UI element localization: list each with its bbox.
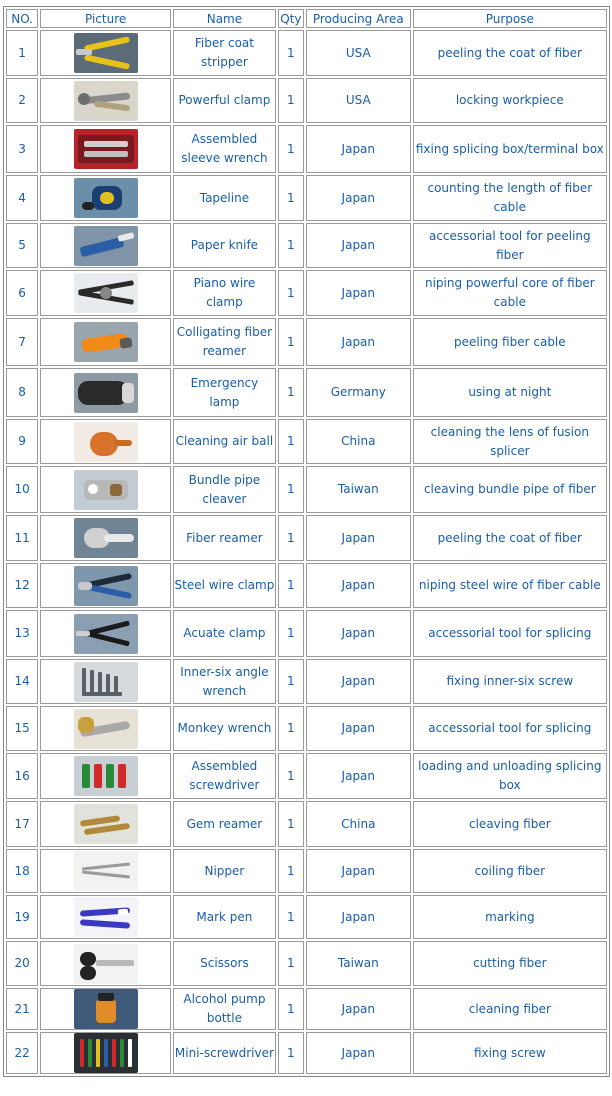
row-number: 3 (6, 125, 38, 173)
header-producing-area: Producing Area (306, 9, 411, 28)
row-number: 18 (6, 849, 38, 893)
row-producing-area: USA (306, 78, 411, 123)
row-picture (40, 125, 171, 173)
table-row (6, 466, 607, 513)
row-producing-area: Japan (306, 270, 411, 316)
tool-shape (84, 630, 130, 646)
row-number: 5 (6, 223, 38, 268)
tool-shape (88, 484, 98, 494)
tool-shape (78, 717, 94, 733)
row-number: 11 (6, 515, 38, 561)
tool-shape (110, 484, 122, 496)
row-picture (40, 610, 171, 657)
row-producing-area: Japan (306, 895, 411, 939)
row-purpose: locking workpiece (413, 78, 607, 123)
tool-shape (79, 919, 129, 928)
row-picture (40, 801, 171, 847)
fiber-reamer-icon (74, 322, 138, 362)
table-row (6, 515, 607, 561)
row-number: 16 (6, 753, 38, 799)
row-number: 20 (6, 941, 38, 986)
tool-shape (84, 151, 128, 157)
tool-shape (78, 381, 128, 405)
table-row (6, 895, 607, 939)
row-qty: 1 (278, 270, 304, 316)
row-producing-area: Japan (306, 849, 411, 893)
table-row (6, 175, 607, 221)
tool-shape (118, 764, 126, 788)
table-row (6, 223, 607, 268)
row-qty: 1 (278, 368, 304, 417)
row-producing-area: Japan (306, 988, 411, 1030)
row-producing-area: Japan (306, 706, 411, 751)
row-qty: 1 (278, 466, 304, 513)
table-row (6, 318, 607, 366)
row-qty: 1 (278, 659, 304, 704)
table-row (6, 368, 607, 417)
row-purpose: accessorial tool for splicing (413, 610, 607, 657)
tool-list-table (3, 6, 610, 1077)
tool-shape (94, 764, 102, 788)
tool-shape (82, 692, 122, 696)
table-row (6, 30, 607, 76)
tool-shape (122, 383, 134, 403)
row-name: Monkey wrench (173, 706, 276, 751)
row-purpose: accessorial tool for peeling fiber (413, 223, 607, 268)
tool-shape (82, 764, 90, 788)
row-number: 22 (6, 1032, 38, 1074)
row-qty: 1 (278, 1032, 304, 1074)
row-producing-area: Taiwan (306, 941, 411, 986)
row-purpose: peeling the coat of fiber (413, 30, 607, 76)
tool-shape (93, 100, 129, 111)
row-qty: 1 (278, 30, 304, 76)
table-row (6, 270, 607, 316)
tool-shape (117, 909, 127, 916)
row-qty: 1 (278, 941, 304, 986)
row-qty: 1 (278, 849, 304, 893)
table-row (6, 941, 607, 986)
row-name: Steel wire clamp (173, 563, 276, 608)
wire-cutter-icon (74, 273, 138, 313)
row-picture (40, 988, 171, 1030)
tool-shape (112, 1039, 116, 1067)
tool-shape (82, 202, 94, 210)
row-producing-area: Japan (306, 610, 411, 657)
adjustable-wrench-icon (74, 709, 138, 749)
row-name: Scissors (173, 941, 276, 986)
row-picture (40, 419, 171, 464)
tube-cutter-icon (74, 518, 138, 558)
row-producing-area: Japan (306, 753, 411, 799)
scissors-icon (74, 944, 138, 984)
table-row (6, 419, 607, 464)
row-name: Mini-screwdriver (173, 1032, 276, 1074)
row-purpose: using at night (413, 368, 607, 417)
header-row (6, 9, 607, 28)
row-purpose: fixing splicing box/terminal box (413, 125, 607, 173)
row-purpose: coiling fiber (413, 849, 607, 893)
tool-shape (84, 141, 128, 147)
row-qty: 1 (278, 318, 304, 366)
row-name: Tapeline (173, 175, 276, 221)
row-picture (40, 223, 171, 268)
row-picture (40, 1032, 171, 1074)
tool-shape (80, 966, 96, 980)
tool-shape (114, 440, 132, 446)
tool-shape (96, 960, 134, 966)
table-row (6, 78, 607, 123)
row-name: Paper knife (173, 223, 276, 268)
screwdriver-set-icon (74, 756, 138, 796)
row-picture (40, 659, 171, 704)
tool-shape (88, 1039, 92, 1067)
row-name: Nipper (173, 849, 276, 893)
row-name: Inner-six angle wrench (173, 659, 276, 704)
wire-stripper-icon (74, 33, 138, 73)
scribe-pen-icon (74, 804, 138, 844)
row-number: 6 (6, 270, 38, 316)
row-number: 2 (6, 78, 38, 123)
row-number: 8 (6, 368, 38, 417)
row-number: 9 (6, 419, 38, 464)
tool-shape (100, 192, 114, 204)
needle-nose-pliers-icon (74, 614, 138, 654)
tool-shape (100, 287, 112, 299)
header-picture: Picture (40, 9, 171, 28)
row-purpose: niping powerful core of fiber cable (413, 270, 607, 316)
row-picture (40, 318, 171, 366)
row-purpose: cleaving fiber (413, 801, 607, 847)
row-picture (40, 78, 171, 123)
row-picture (40, 941, 171, 986)
header-name: Name (173, 9, 276, 28)
row-number: 12 (6, 563, 38, 608)
tool-shape (82, 862, 130, 870)
row-number: 19 (6, 895, 38, 939)
row-picture (40, 706, 171, 751)
tool-shape (76, 631, 90, 636)
mini-screwdriver-set-icon (74, 1033, 138, 1073)
row-purpose: cleaning fiber (413, 988, 607, 1030)
row-producing-area: Japan (306, 175, 411, 221)
tweezers-icon (74, 851, 138, 891)
tape-measure-icon (74, 178, 138, 218)
row-name: Emergency lamp (173, 368, 276, 417)
row-number: 17 (6, 801, 38, 847)
row-number: 7 (6, 318, 38, 366)
row-purpose: marking (413, 895, 607, 939)
row-number: 13 (6, 610, 38, 657)
tool-shape (78, 135, 134, 163)
header-purpose: Purpose (413, 9, 607, 28)
row-purpose: niping steel wire of fiber cable (413, 563, 607, 608)
row-number: 21 (6, 988, 38, 1030)
header-qty: Qty (278, 9, 304, 28)
tool-shape (80, 952, 96, 966)
row-qty: 1 (278, 223, 304, 268)
table-row (6, 563, 607, 608)
tool-shape (104, 534, 134, 542)
row-name: Fiber reamer (173, 515, 276, 561)
row-picture (40, 466, 171, 513)
row-producing-area: China (306, 419, 411, 464)
tool-shape (117, 232, 134, 242)
table-row (6, 753, 607, 799)
row-producing-area: China (306, 801, 411, 847)
row-producing-area: Japan (306, 318, 411, 366)
row-producing-area: Japan (306, 515, 411, 561)
row-picture (40, 895, 171, 939)
row-picture (40, 515, 171, 561)
row-qty: 1 (278, 801, 304, 847)
tool-shape (98, 993, 114, 1001)
tube-cleaver-icon (74, 470, 138, 510)
row-name: Acuate clamp (173, 610, 276, 657)
row-picture (40, 30, 171, 76)
row-number: 10 (6, 466, 38, 513)
pliers-icon (74, 566, 138, 606)
tool-shape (84, 54, 130, 69)
row-purpose: loading and unloading splicing box (413, 753, 607, 799)
row-name: Alcohol pump bottle (173, 988, 276, 1030)
row-name: Powerful clamp (173, 78, 276, 123)
row-purpose: counting the length of fiber cable (413, 175, 607, 221)
table-row (6, 849, 607, 893)
row-name: Gem reamer (173, 801, 276, 847)
row-name: Assembled screwdriver (173, 753, 276, 799)
table-row (6, 706, 607, 751)
row-number: 15 (6, 706, 38, 751)
tool-shape (128, 1039, 132, 1067)
row-qty: 1 (278, 895, 304, 939)
row-number: 4 (6, 175, 38, 221)
row-qty: 1 (278, 610, 304, 657)
table-row (6, 659, 607, 704)
row-picture (40, 175, 171, 221)
row-qty: 1 (278, 175, 304, 221)
tool-shape (120, 1039, 124, 1067)
row-name: Mark pen (173, 895, 276, 939)
tool-shape (82, 870, 130, 878)
hex-key-set-icon (74, 662, 138, 702)
table-row (6, 801, 607, 847)
row-qty: 1 (278, 706, 304, 751)
row-name: Cleaning air ball (173, 419, 276, 464)
row-purpose: cutting fiber (413, 941, 607, 986)
row-name: Piano wire clamp (173, 270, 276, 316)
row-number: 1 (6, 30, 38, 76)
table-row (6, 610, 607, 657)
tool-shape (104, 1039, 108, 1067)
row-name: Bundle pipe cleaver (173, 466, 276, 513)
tool-shape (76, 49, 92, 55)
row-producing-area: USA (306, 30, 411, 76)
row-producing-area: Japan (306, 563, 411, 608)
row-picture (40, 849, 171, 893)
tool-shape (80, 1039, 84, 1067)
table-row (6, 1032, 607, 1074)
row-picture (40, 563, 171, 608)
row-producing-area: Japan (306, 659, 411, 704)
row-producing-area: Taiwan (306, 466, 411, 513)
table-row (6, 988, 607, 1030)
row-purpose: fixing inner-six screw (413, 659, 607, 704)
row-qty: 1 (278, 125, 304, 173)
row-producing-area: Germany (306, 368, 411, 417)
tool-shape (96, 1039, 100, 1067)
row-qty: 1 (278, 78, 304, 123)
utility-knife-icon (74, 226, 138, 266)
row-picture (40, 753, 171, 799)
row-purpose: fixing screw (413, 1032, 607, 1074)
socket-wrench-set-icon (74, 129, 138, 169)
row-picture (40, 270, 171, 316)
tool-shape (119, 337, 132, 349)
row-qty: 1 (278, 419, 304, 464)
tool-shape (78, 93, 90, 105)
row-name: Assembled sleeve wrench (173, 125, 276, 173)
row-producing-area: Japan (306, 125, 411, 173)
row-purpose: accessorial tool for splicing (413, 706, 607, 751)
tool-shape (78, 582, 92, 590)
pump-bottle-icon (74, 989, 138, 1029)
row-purpose: peeling the coat of fiber (413, 515, 607, 561)
lamp-icon (74, 373, 138, 413)
row-name: Fiber coat stripper (173, 30, 276, 76)
row-qty: 1 (278, 563, 304, 608)
row-name: Colligating fiber reamer (173, 318, 276, 366)
row-number: 14 (6, 659, 38, 704)
row-producing-area: Japan (306, 1032, 411, 1074)
row-purpose: peeling fiber cable (413, 318, 607, 366)
header-no: NO. (6, 9, 38, 28)
marker-pen-icon (74, 897, 138, 937)
row-purpose: cleaving bundle pipe of fiber (413, 466, 607, 513)
row-qty: 1 (278, 753, 304, 799)
row-purpose: cleaning the lens of fusion splicer (413, 419, 607, 464)
locking-pliers-icon (74, 81, 138, 121)
air-blower-icon (74, 422, 138, 462)
row-picture (40, 368, 171, 417)
row-producing-area: Japan (306, 223, 411, 268)
table-row (6, 125, 607, 173)
row-qty: 1 (278, 515, 304, 561)
tool-shape (106, 764, 114, 788)
row-qty: 1 (278, 988, 304, 1030)
tool-shape (96, 999, 116, 1023)
